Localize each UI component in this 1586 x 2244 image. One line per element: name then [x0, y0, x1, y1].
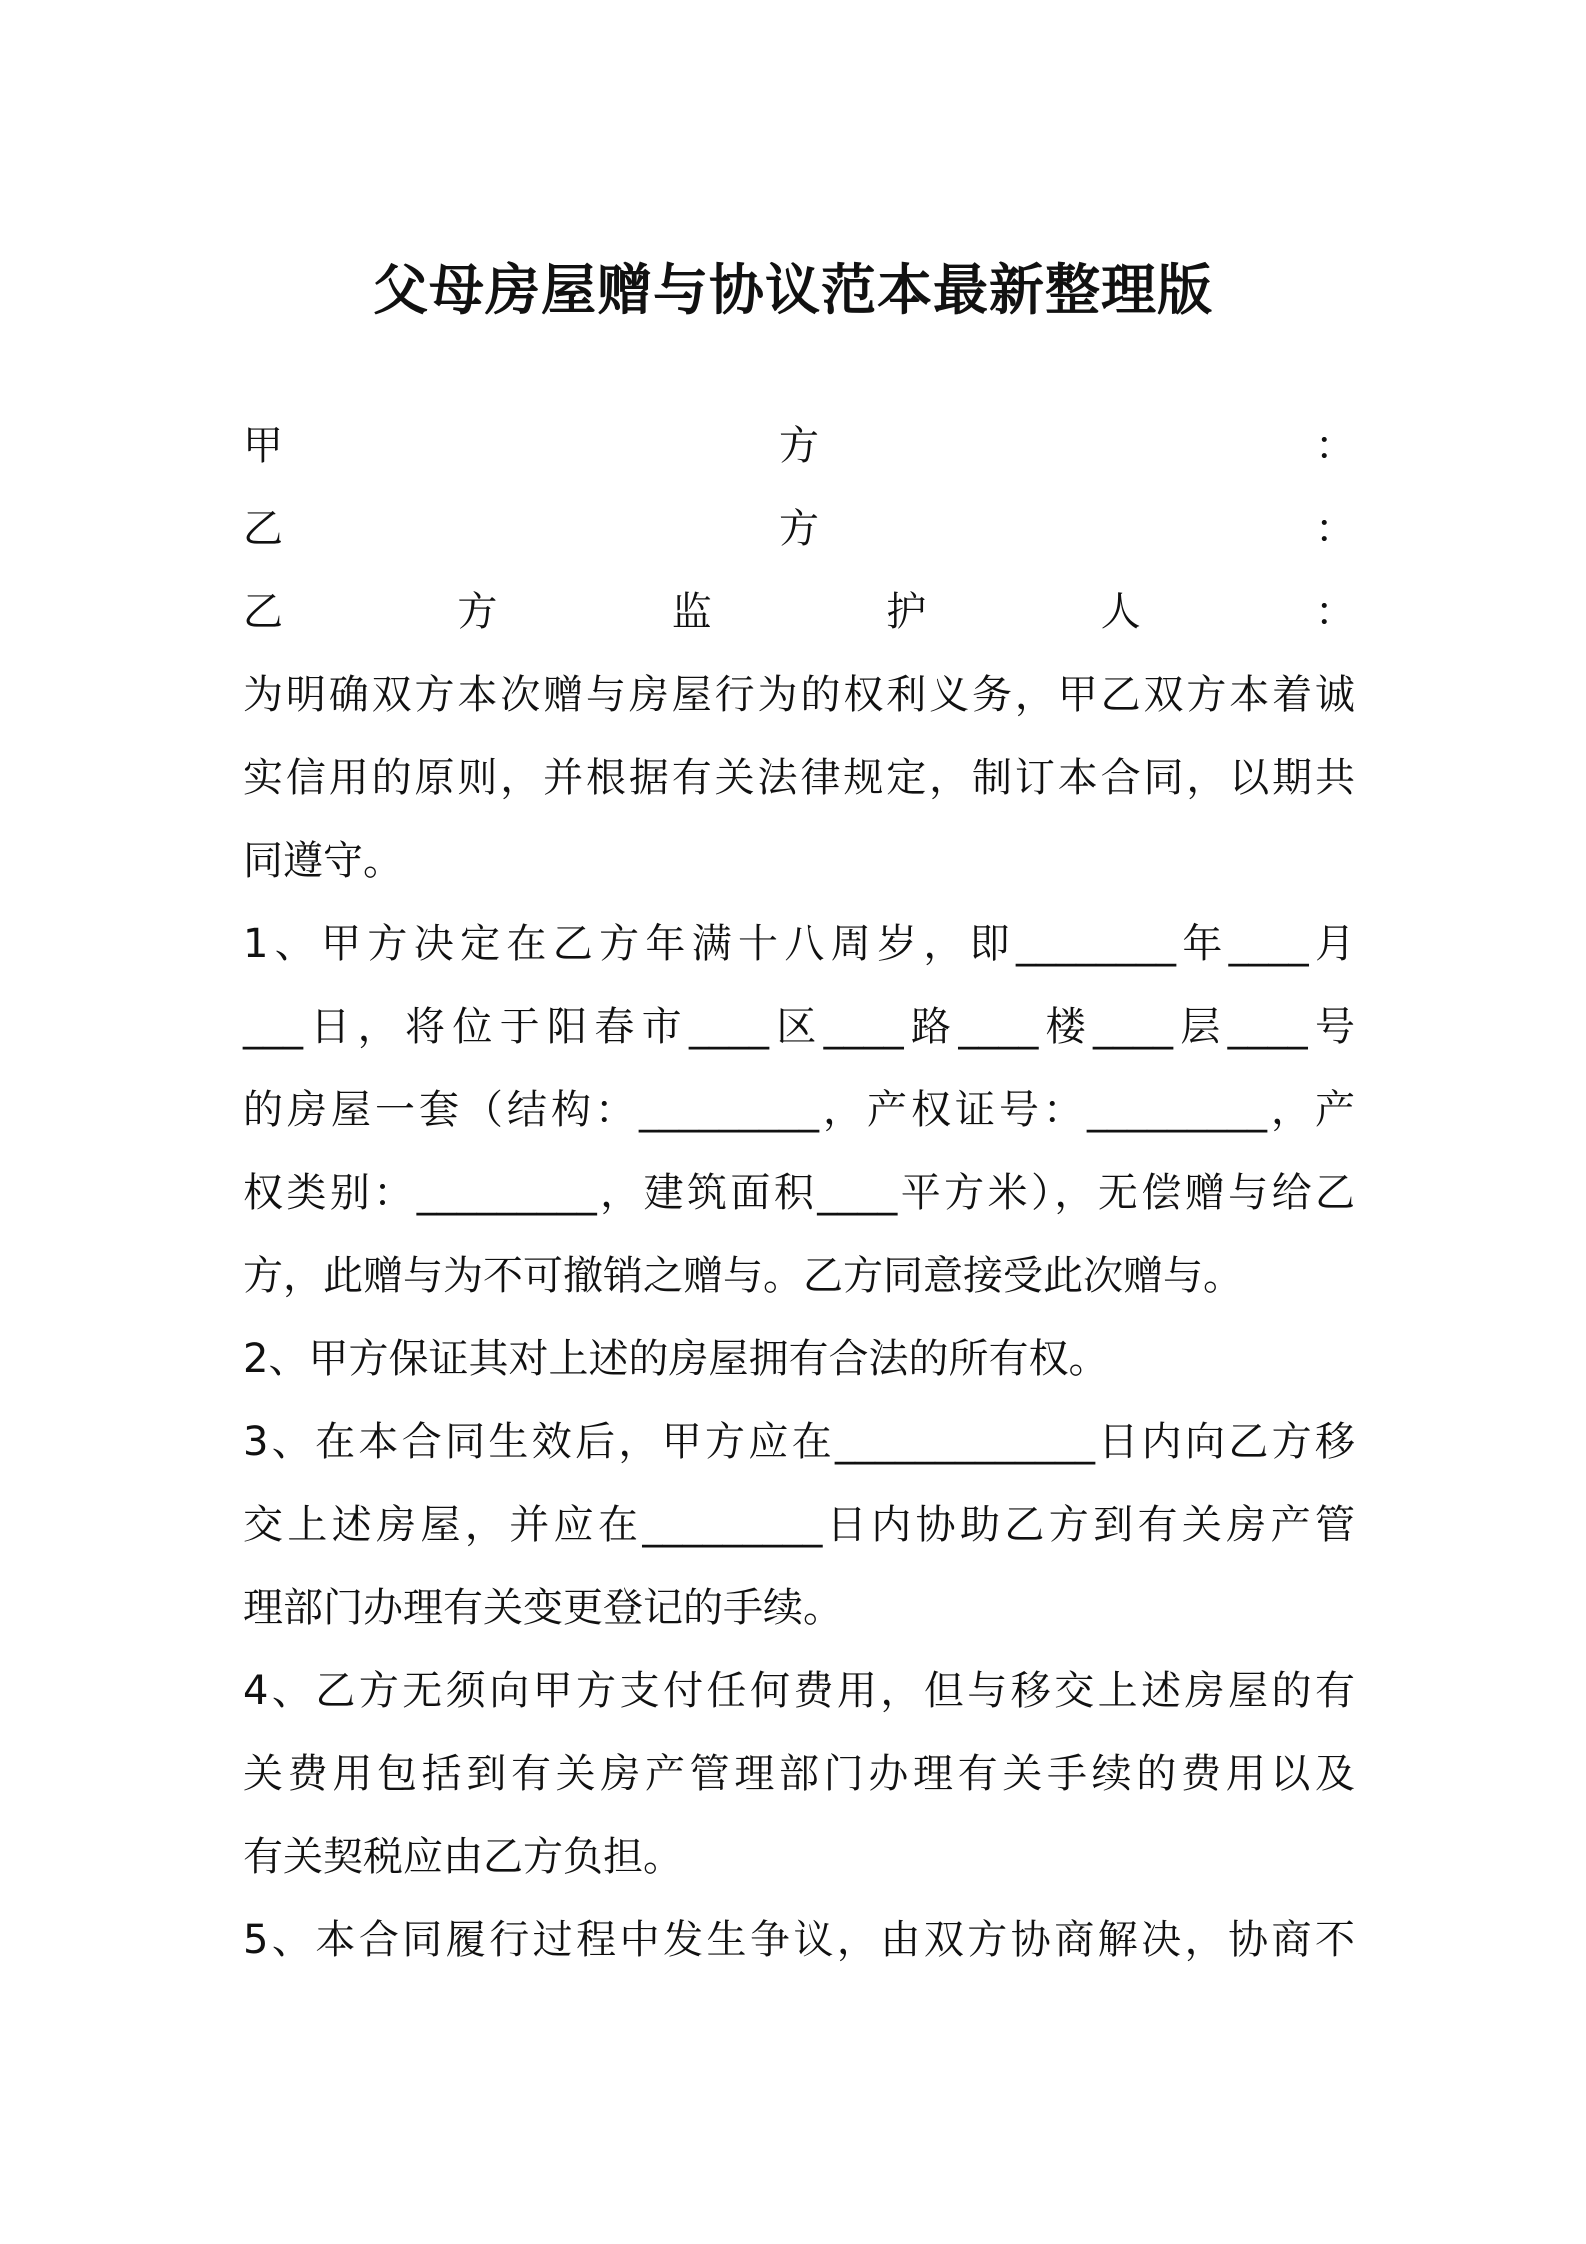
document-body: [243, 405, 1355, 1982]
line-clause1-3: 的房屋一套（结构：_________，产权证号：_________，产: [243, 1087, 1355, 1133]
line-preamble-1: 为明确双方本次赠与房屋行为的权利义务，甲乙双方本着诚: [243, 672, 1355, 718]
line-party-b: 乙方：: [243, 506, 1355, 552]
line-clause4-3: 有关契税应由乙方负担。: [243, 1834, 683, 1880]
line-clause1-4: 权类别：_________，建筑面积____平方米），无偿赠与给乙: [243, 1170, 1355, 1216]
line-preamble-2: 实信用的原则，并根据有关法律规定，制订本合同，以期共: [243, 755, 1355, 801]
line-clause2: 2、甲方保证其对上述的房屋拥有合法的所有权。: [243, 1336, 1109, 1382]
line-guardian: 乙方监护人：: [243, 589, 1355, 635]
line-clause4-2: 关费用包括到有关房产管理部门办理有关手续的费用以及: [243, 1751, 1355, 1797]
line-clause1-5: 方，此赠与为不可撤销之赠与。乙方同意接受此次赠与。: [243, 1253, 1243, 1299]
line-clause1-1: 1、甲方决定在乙方年满十八周岁，即________年____月: [243, 921, 1355, 967]
line-preamble-3: 同遵守。: [243, 838, 403, 884]
line-clause3-1: 3、在本合同生效后，甲方应在_____________日内向乙方移: [243, 1419, 1355, 1465]
line-clause3-2: 交上述房屋，并应在_________日内协助乙方到有关房产管: [243, 1502, 1355, 1548]
line-clause5-1: 5、本合同履行过程中发生争议，由双方协商解决，协商不: [243, 1917, 1355, 1963]
line-clause3-3: 理部门办理有关变更登记的手续。: [243, 1585, 843, 1631]
document-title: 父母房屋赠与协议范本最新整理版: [372, 258, 1213, 322]
line-clause1-2: ___日，将位于阳春市____区____路____楼____层____号: [243, 1004, 1355, 1050]
line-party-a: 甲方：: [243, 423, 1355, 469]
line-clause4-1: 4、乙方无须向甲方支付任何费用，但与移交上述房屋的有: [243, 1668, 1355, 1714]
